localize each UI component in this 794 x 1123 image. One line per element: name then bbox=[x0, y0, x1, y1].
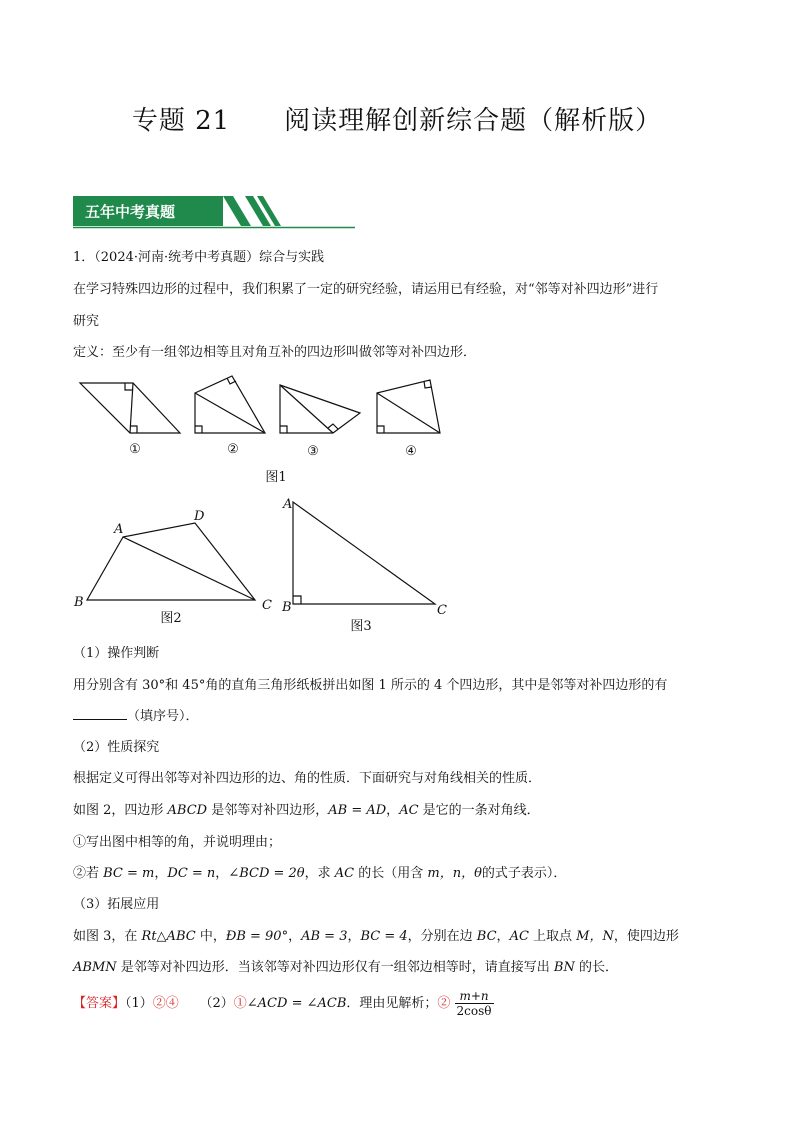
text: 的长． bbox=[574, 960, 618, 975]
fig1-caption: 图1 bbox=[265, 470, 287, 485]
answer-blank bbox=[73, 707, 127, 720]
text: ， bbox=[496, 929, 510, 944]
part2-q1: ①写出图中相等的角，并说明理由； bbox=[73, 835, 282, 850]
math-mn: M，N bbox=[576, 929, 614, 944]
text: ， bbox=[386, 803, 400, 818]
fig2-point-d: D bbox=[194, 509, 205, 524]
text: ，分别在边 bbox=[407, 929, 477, 944]
math-bc: BC = 4 bbox=[360, 929, 408, 944]
part1-line1: 用分别含有 30°和 45°角的直角三角形纸板拼出如图 1 所示的 4 个四边形，其中是邻等对补四边形的有 bbox=[73, 678, 668, 693]
math-bc: BC = m bbox=[103, 866, 155, 881]
answer-angle-eq: ∠ACD = ∠ACB bbox=[246, 996, 347, 1011]
answer-part1: （1） bbox=[125, 996, 153, 1011]
math-dc: DC = n bbox=[167, 866, 216, 881]
fig2-point-c: C bbox=[262, 598, 272, 613]
fig1-label-1: ① bbox=[129, 442, 141, 457]
section-banner bbox=[73, 190, 363, 232]
answer-fraction bbox=[455, 989, 494, 1018]
text: ，使四边形 bbox=[613, 929, 679, 944]
answer-label: 【答案】 bbox=[73, 996, 126, 1011]
problem-intro-1: 在学习特殊四边形的过程中，我们积累了一定的研究经验，请运用已有经验，对“邻等对补四边形”进行 bbox=[73, 282, 659, 297]
fraction-denominator: 2cosθ bbox=[456, 1004, 492, 1018]
fig1-quad-4 bbox=[377, 380, 440, 433]
text: ，求 bbox=[304, 866, 335, 881]
fig1-label-3: ③ bbox=[307, 444, 319, 459]
text: 是邻等对补四边形， bbox=[207, 803, 329, 818]
math-ac: AC bbox=[334, 866, 355, 881]
text: ②若 bbox=[73, 866, 104, 881]
answer-circle-2: ② bbox=[437, 996, 451, 1011]
part2-line1: 根据定义可得出邻等对补四边形的边、角的性质．下面研究与对角线相关的性质． bbox=[73, 771, 542, 786]
fig3-point-c: C bbox=[437, 603, 447, 618]
math-bc-side: BC bbox=[476, 929, 497, 944]
text: 如图 2，四边形 bbox=[73, 803, 168, 818]
page-title: 专题 21 阅读理解创新综合题（解析版） bbox=[131, 106, 663, 136]
text: ， bbox=[154, 866, 168, 881]
text: 是它的一条对角线． bbox=[418, 803, 540, 818]
part2-heading: （2）性质探究 bbox=[73, 740, 160, 755]
fig1-quad-3 bbox=[280, 385, 360, 433]
text: 上取点 bbox=[528, 929, 577, 944]
problem-definition: 定义：至少有一组邻边相等且对角互补的四边形叫做邻等对补四边形． bbox=[73, 345, 477, 360]
figure-3 bbox=[275, 490, 455, 635]
fig3-point-b: B bbox=[282, 600, 292, 615]
problem-intro-2: 研究 bbox=[73, 314, 100, 329]
answer-line bbox=[73, 988, 494, 1020]
math-ac-side: AC bbox=[509, 929, 529, 944]
figure-1 bbox=[75, 375, 455, 485]
math-angle-b: ÐB = 90° bbox=[225, 929, 289, 944]
text: 是邻等对补四边形．当该邻等对补四边形仅有一组邻边相等时，请直接写出 bbox=[116, 960, 554, 975]
text: 的式子表示）． bbox=[481, 866, 567, 881]
math-abmn: ABMN bbox=[73, 960, 117, 975]
answer-circle-1: ① bbox=[233, 996, 247, 1011]
math-ab: AB = 3 bbox=[301, 929, 348, 944]
part1-line2 bbox=[73, 707, 199, 726]
answer-part2: （2） bbox=[199, 996, 234, 1011]
math-ab-eq-ad: AB = AD bbox=[328, 803, 387, 818]
text: ， bbox=[215, 866, 229, 881]
math-bn: BN bbox=[553, 960, 575, 975]
text: 的长（用含 bbox=[354, 866, 428, 881]
fig3-point-a: A bbox=[283, 497, 293, 512]
math-vars: m，n，θ bbox=[427, 866, 482, 881]
answer-reason: ．理由见解析； bbox=[346, 996, 438, 1011]
math-abcd: ABCD bbox=[167, 803, 208, 818]
fig2-point-b: B bbox=[74, 595, 84, 610]
fig2-caption: 图2 bbox=[160, 611, 182, 626]
banner-label: 五年中考真题 bbox=[85, 203, 176, 221]
math-ac: AC bbox=[399, 803, 419, 818]
problem-header: 1．（2024·河南·统考中考真题）综合与实践 bbox=[73, 250, 325, 265]
part1-heading: （1）操作判断 bbox=[73, 646, 160, 661]
fraction-numerator: m+n bbox=[455, 989, 494, 1004]
fig2-point-a: A bbox=[114, 522, 124, 537]
part2-q2 bbox=[73, 865, 566, 883]
answer-part1-value: ②④ bbox=[152, 996, 179, 1011]
part3-line2 bbox=[73, 959, 618, 977]
fig1-label-2: ② bbox=[227, 442, 239, 457]
text: 如图 3，在 bbox=[73, 929, 142, 944]
part3-line1 bbox=[73, 928, 679, 946]
text: 中， bbox=[195, 929, 226, 944]
part3-heading: （3）拓展应用 bbox=[73, 897, 160, 912]
part1-line2-suffix: （填序号）． bbox=[127, 709, 199, 724]
text: ， bbox=[288, 929, 302, 944]
math-triangle: Rt△ABC bbox=[141, 929, 196, 944]
fig1-label-4: ④ bbox=[405, 444, 417, 459]
text: ， bbox=[347, 929, 361, 944]
math-angle: ∠BCD = 2θ bbox=[228, 866, 305, 881]
part2-line2 bbox=[73, 802, 540, 820]
figure-2 bbox=[70, 505, 290, 630]
fig3-caption: 图3 bbox=[350, 619, 372, 634]
